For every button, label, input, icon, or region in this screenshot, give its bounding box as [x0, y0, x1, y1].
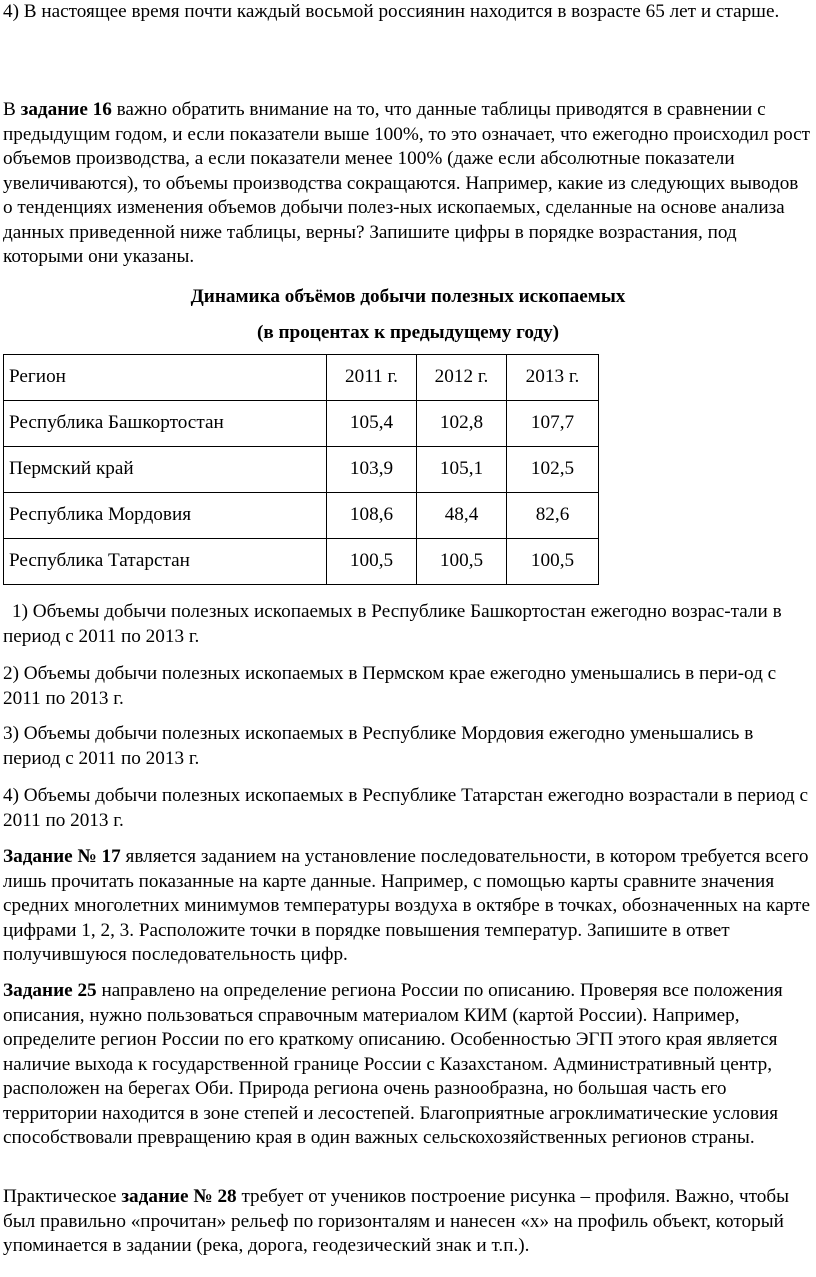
value-cell: 100,5: [507, 539, 599, 585]
region-cell: Республика Мордовия: [4, 493, 327, 539]
header-cell-2013: 2013 г.: [507, 355, 599, 401]
table-row: [4, 447, 599, 493]
table-title: Динамика объёмов добычи полезных ископаемых: [190, 286, 626, 307]
value-cell: 82,6: [507, 493, 599, 539]
intro-paragraph: [3, 0, 811, 25]
option-1: 1) Объемы добычи полезных ископаемых в Республике Башкортостан ежегодно возрас-тали в период с 2011 по 2013 г.: [3, 601, 782, 647]
task25-label: Задание 25: [3, 980, 97, 1001]
value-cell: 107,7: [507, 401, 599, 447]
option-4: 4) Объемы добычи полезных ископаемых в Республике Татарстан ежегодно возрастали в период с 2011 по 2013 г.: [3, 785, 809, 831]
value-cell: 105,4: [327, 401, 417, 447]
option-3: 3) Объемы добычи полезных ископаемых в Республике Мордовия ежегодно уменьшались в период с 2011 по 2013 г.: [3, 723, 754, 769]
value-cell: 102,8: [417, 401, 507, 447]
task17-label: Задание № 17: [3, 846, 121, 867]
option-2: 2) Объемы добычи полезных ископаемых в Пермском крае ежегодно уменьшались в пери-од с 2011 по 2013 г.: [3, 663, 777, 709]
task16-prefix: В: [3, 99, 21, 120]
region-cell: Пермский край: [4, 447, 327, 493]
header-cell-region: Регион: [4, 355, 327, 401]
task17-text: является заданием на установление последовательности, в котором требуется всего лишь прочитать показанные на карте данные. Например, с помощью карты сравните значения средних многолетних минимумов температуры воздуха в октябре в точках, обозначенных на карте цифрами 1, 2, 3. Расположите точки в порядке повышения температур. Запишите в ответ получившуюся последовательность цифр.: [3, 846, 810, 965]
task17-paragraph: [3, 845, 811, 968]
table-header-row: [4, 355, 599, 401]
value-cell: 48,4: [417, 493, 507, 539]
intro-text: 4) В настоящее время почти каждый восьмой россиянин находится в возрасте 65 лет и старше.: [3, 1, 780, 22]
table-row: [4, 493, 599, 539]
task28-prefix: Практическое: [3, 1186, 122, 1207]
task28-label: задание № 28: [121, 1186, 237, 1207]
value-cell: 105,1: [417, 447, 507, 493]
task28-text: требует от учеников построение рисунка – профиля. Важно, чтобы был правильно «прочитан» рельеф по горизонталям и нанесен «х» на профиль объект, который упоминается в задании (река, дорога, геодезический знак и т.п.).: [3, 1186, 790, 1256]
task16-text: важно обратить внимание на то, что данные таблицы приводятся в сравнении с предыдущим годом, и если показатели выше 100%, то это означает, что ежегодно происходил рост объемов производства, а если показатели менее 100% (даже если абсолютные показатели увеличиваются), то объемы производства сокращаются. Например, какие из следующих выводов о тенденциях изменения объемов добычи полез-ных ископаемых, сделанные на основе анализа данных приведенной ниже таблицы, верны? Запишите цифры в порядке возрастания, под которыми они указаны.: [3, 99, 811, 267]
task28-paragraph: [3, 1185, 811, 1259]
value-cell: 102,5: [507, 447, 599, 493]
table-subtitle: (в процентах к предыдущему году): [256, 322, 560, 343]
value-cell: 103,9: [327, 447, 417, 493]
table-row: [4, 401, 599, 447]
value-cell: 108,6: [327, 493, 417, 539]
header-cell-2011: 2011 г.: [327, 355, 417, 401]
task16-paragraph: [3, 98, 811, 270]
region-cell: Республика Башкортостан: [4, 401, 327, 447]
header-cell-2012: 2012 г.: [417, 355, 507, 401]
task25-paragraph: [3, 979, 811, 1151]
value-cell: 100,5: [417, 539, 507, 585]
value-cell: 100,5: [327, 539, 417, 585]
task25-text: направлено на определение региона России по описанию. Проверяя все положения описания, нужно пользоваться справочным материалом КИМ (картой России). Например, определите регион России по его краткому описанию. Особенностью ЭГП этого края является наличие выхода к государственной границе России с Казахстаном. Административный центр, расположен на берегах Оби. Природа региона очень разнообразна, но большая часть его территории находится в зоне степей и лесостепей. Благоприятные агроклиматические условия способствовали превращению края в один важных сельскохозяйственных регионов страны.: [3, 980, 783, 1148]
task16-label: задание 16: [20, 99, 112, 120]
mining-dynamics-table: [3, 354, 599, 585]
table-row: [4, 539, 599, 585]
region-cell: Республика Татарстан: [4, 539, 327, 585]
